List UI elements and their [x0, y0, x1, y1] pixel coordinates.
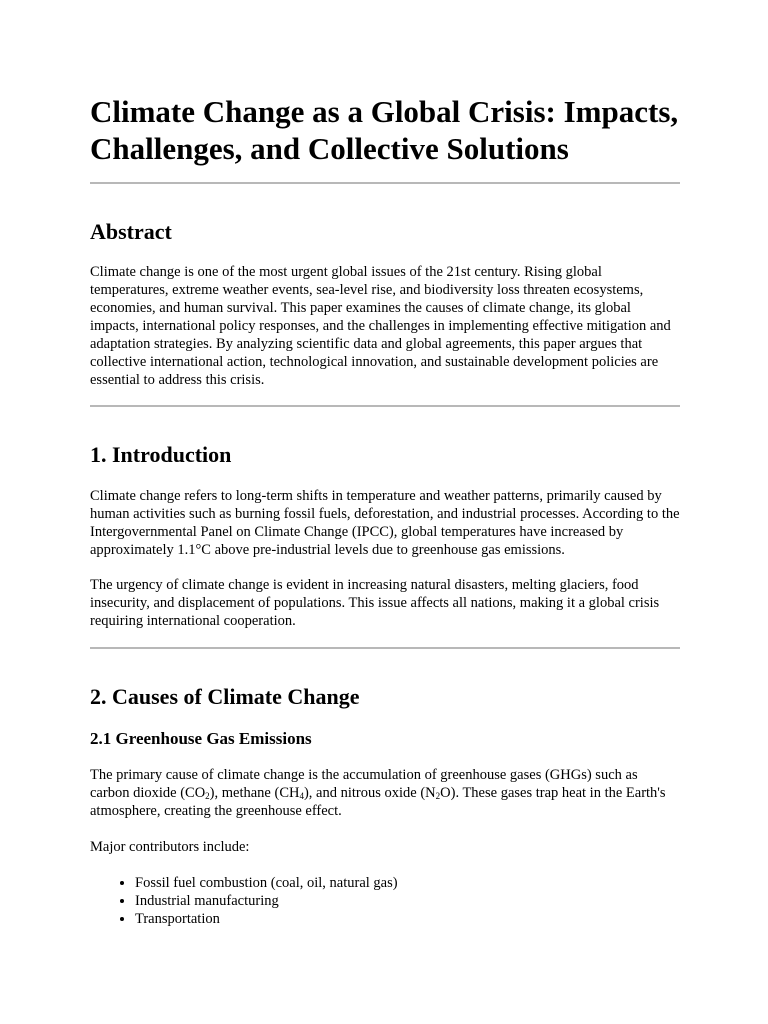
ghg-subheading: 2.1 Greenhouse Gas Emissions — [90, 729, 312, 748]
contributors-list — [90, 874, 725, 928]
divider — [90, 405, 680, 407]
divider — [90, 647, 680, 649]
introduction-heading: 1. Introduction — [90, 442, 232, 467]
abstract-text: Climate change is one of the most urgent global issues of the 21st century. Rising global temperatures, extreme weather events, sea-level rise, and biodiversity loss threaten ecosystems, economies, and human survival. This paper examines the causes of climate change, its global impacts, international policy responses, and the challenges in implementing effective mitigation and adaptation strategies. By analyzing scientific data and global agreements, this paper argues that collective international action, technological innovation, and sustainable development policies are essential to address this crisis. — [90, 264, 671, 388]
divider — [90, 182, 680, 184]
ch4-subscript: 4 — [299, 791, 304, 801]
abstract-heading: Abstract — [90, 219, 172, 244]
list-item: • Industrial manufacturing — [135, 892, 725, 910]
ghg-text-1: The primary cause of climate change is the accumulation of greenhouse gases (GHGs) such as carbon dioxide (CO — [90, 767, 638, 801]
introduction-paragraph-2: The urgency of climate change is evident in increasing natural disasters, melting glaciers, food insecurity, and displacement of populations. This issue affects all nations, making it a global crisis requiring international cooperation. — [90, 577, 660, 629]
co2-subscript: 2 — [205, 791, 210, 801]
document-title — [90, 93, 680, 167]
contributors-label: Major contributors include: — [90, 839, 250, 855]
ghg-text-4: O). These gases trap heat in the Earth's atmosphere, creating the greenhouse effect. — [90, 785, 666, 819]
n2o-subscript: 2 — [435, 791, 441, 801]
list-item: • Fossil fuel combustion (coal, oil, natural gas) — [135, 874, 725, 892]
introduction-paragraph-1: Climate change refers to long-term shifts in temperature and weather patterns, primarily caused by human activities such as burning fossil fuels, deforestation, and industrial processes. According to the Intergovernmental Panel on Climate Change (IPCC), global temperatures have increased by approximately 1.1°C above pre-industrial levels due to greenhouse gas emissions. — [90, 488, 680, 558]
ghg-text-3: ), and nitrous oxide (N — [303, 785, 436, 801]
ghg-paragraph — [90, 766, 680, 820]
causes-heading: 2. Causes of Climate Change — [90, 684, 360, 709]
title-line-2: Challenges, and Collective Solutions — [90, 131, 569, 166]
list-item: • Transportation — [135, 910, 725, 928]
title-line-1: Climate Change as a Global Crisis: Impacts, — [90, 94, 679, 129]
ghg-text-2: ), methane (CH — [209, 785, 300, 801]
